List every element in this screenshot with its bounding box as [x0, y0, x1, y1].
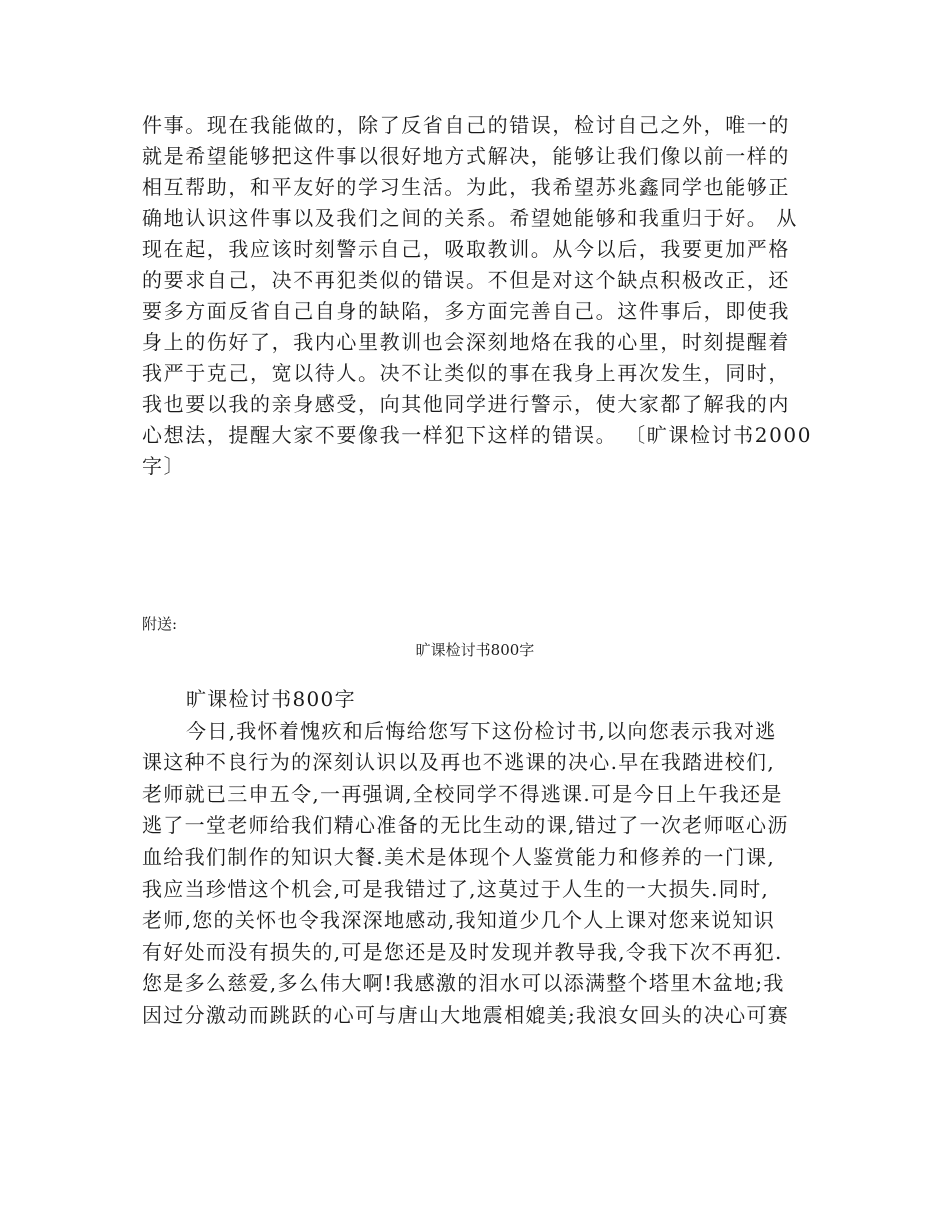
- text-line: 课这种不良行为的深刻认识以及再也不逃课的决心.早在我踏进校们,: [142, 750, 776, 775]
- text-line: 您是多么慈爱,多么伟大啊!我感激的泪水可以添满整个塔里木盆地;我: [142, 971, 785, 996]
- text-line: 就是希望能够把这件事以很好地方式解决，能够让我们像以前一样的: [142, 144, 790, 168]
- text-line: 现在起，我应该时刻警示自己，吸取教训。从今以后，我要更加严格: [142, 237, 790, 261]
- attachment-title: 旷课检讨书800字: [415, 641, 535, 659]
- text-line: 我也要以我的亲身感受，向其他同学进行警示，使大家都了解我的内: [142, 392, 790, 416]
- body-text-section-2: [142, 684, 822, 1032]
- attachment-label: 附送:: [142, 615, 178, 633]
- text-line: 的要求自己，决不再犯类似的错误。不但是对这个缺点积极改正，还: [142, 268, 790, 292]
- text-line: 确地认识这件事以及我们之间的关系。希望她能够和我重归于好。 从: [142, 206, 798, 230]
- text-line: 老师就已三申五令,一再强调,全校同学不得逃课.可是今日上午我还是: [142, 781, 783, 806]
- text-line: 今日,我怀着愧疚和后悔给您写下这份检讨书,以向您表示我对逃: [186, 718, 777, 743]
- text-line: 我应当珍惜这个机会,可是我错过了,这莫过于人生的一大损失.同时,: [142, 876, 770, 901]
- text-line: 因过分激动而跳跃的心可与唐山大地震相媲美;我浪女回头的决心可赛: [142, 1002, 790, 1027]
- text-line: 老师,您的关怀也令我深深地感动,我知道少几个人上课对您来说知识: [142, 908, 776, 933]
- text-line: 有好处而没有损失的,可是您还是及时发现并教导我,令我下次不再犯.: [142, 939, 783, 964]
- section-heading: 旷课检讨书800字: [186, 687, 356, 711]
- text-line: 相互帮助，和平友好的学习生活。为此，我希望苏兆鑫同学也能够正: [142, 175, 790, 199]
- body-text-section-1: [142, 110, 822, 482]
- text-line: 逃了一堂老师给我们精心准备的无比生动的课,错过了一次老师呕心沥: [142, 813, 789, 838]
- text-line: 字〕: [142, 454, 186, 478]
- text-line: 件事。现在我能做的，除了反省自己的错误，检讨自己之外，唯一的: [142, 113, 790, 137]
- text-line: 要多方面反省自己自身的缺陷，多方面完善自己。这件事后，即使我: [142, 299, 790, 323]
- text-line: 我严于克己，宽以待人。决不让类似的事在我身上再次发生，同时，: [142, 361, 790, 385]
- text-line: 心想法，提醒大家不要像我一样犯下这样的错误。 〔旷课检讨书2000: [142, 423, 813, 447]
- text-line: 身上的伤好了，我内心里教训也会深刻地烙在我的心里，时刻提醒着: [142, 330, 790, 354]
- text-line: 血给我们制作的知识大餐.美术是体现个人鉴赏能力和修养的一门课,: [142, 844, 776, 869]
